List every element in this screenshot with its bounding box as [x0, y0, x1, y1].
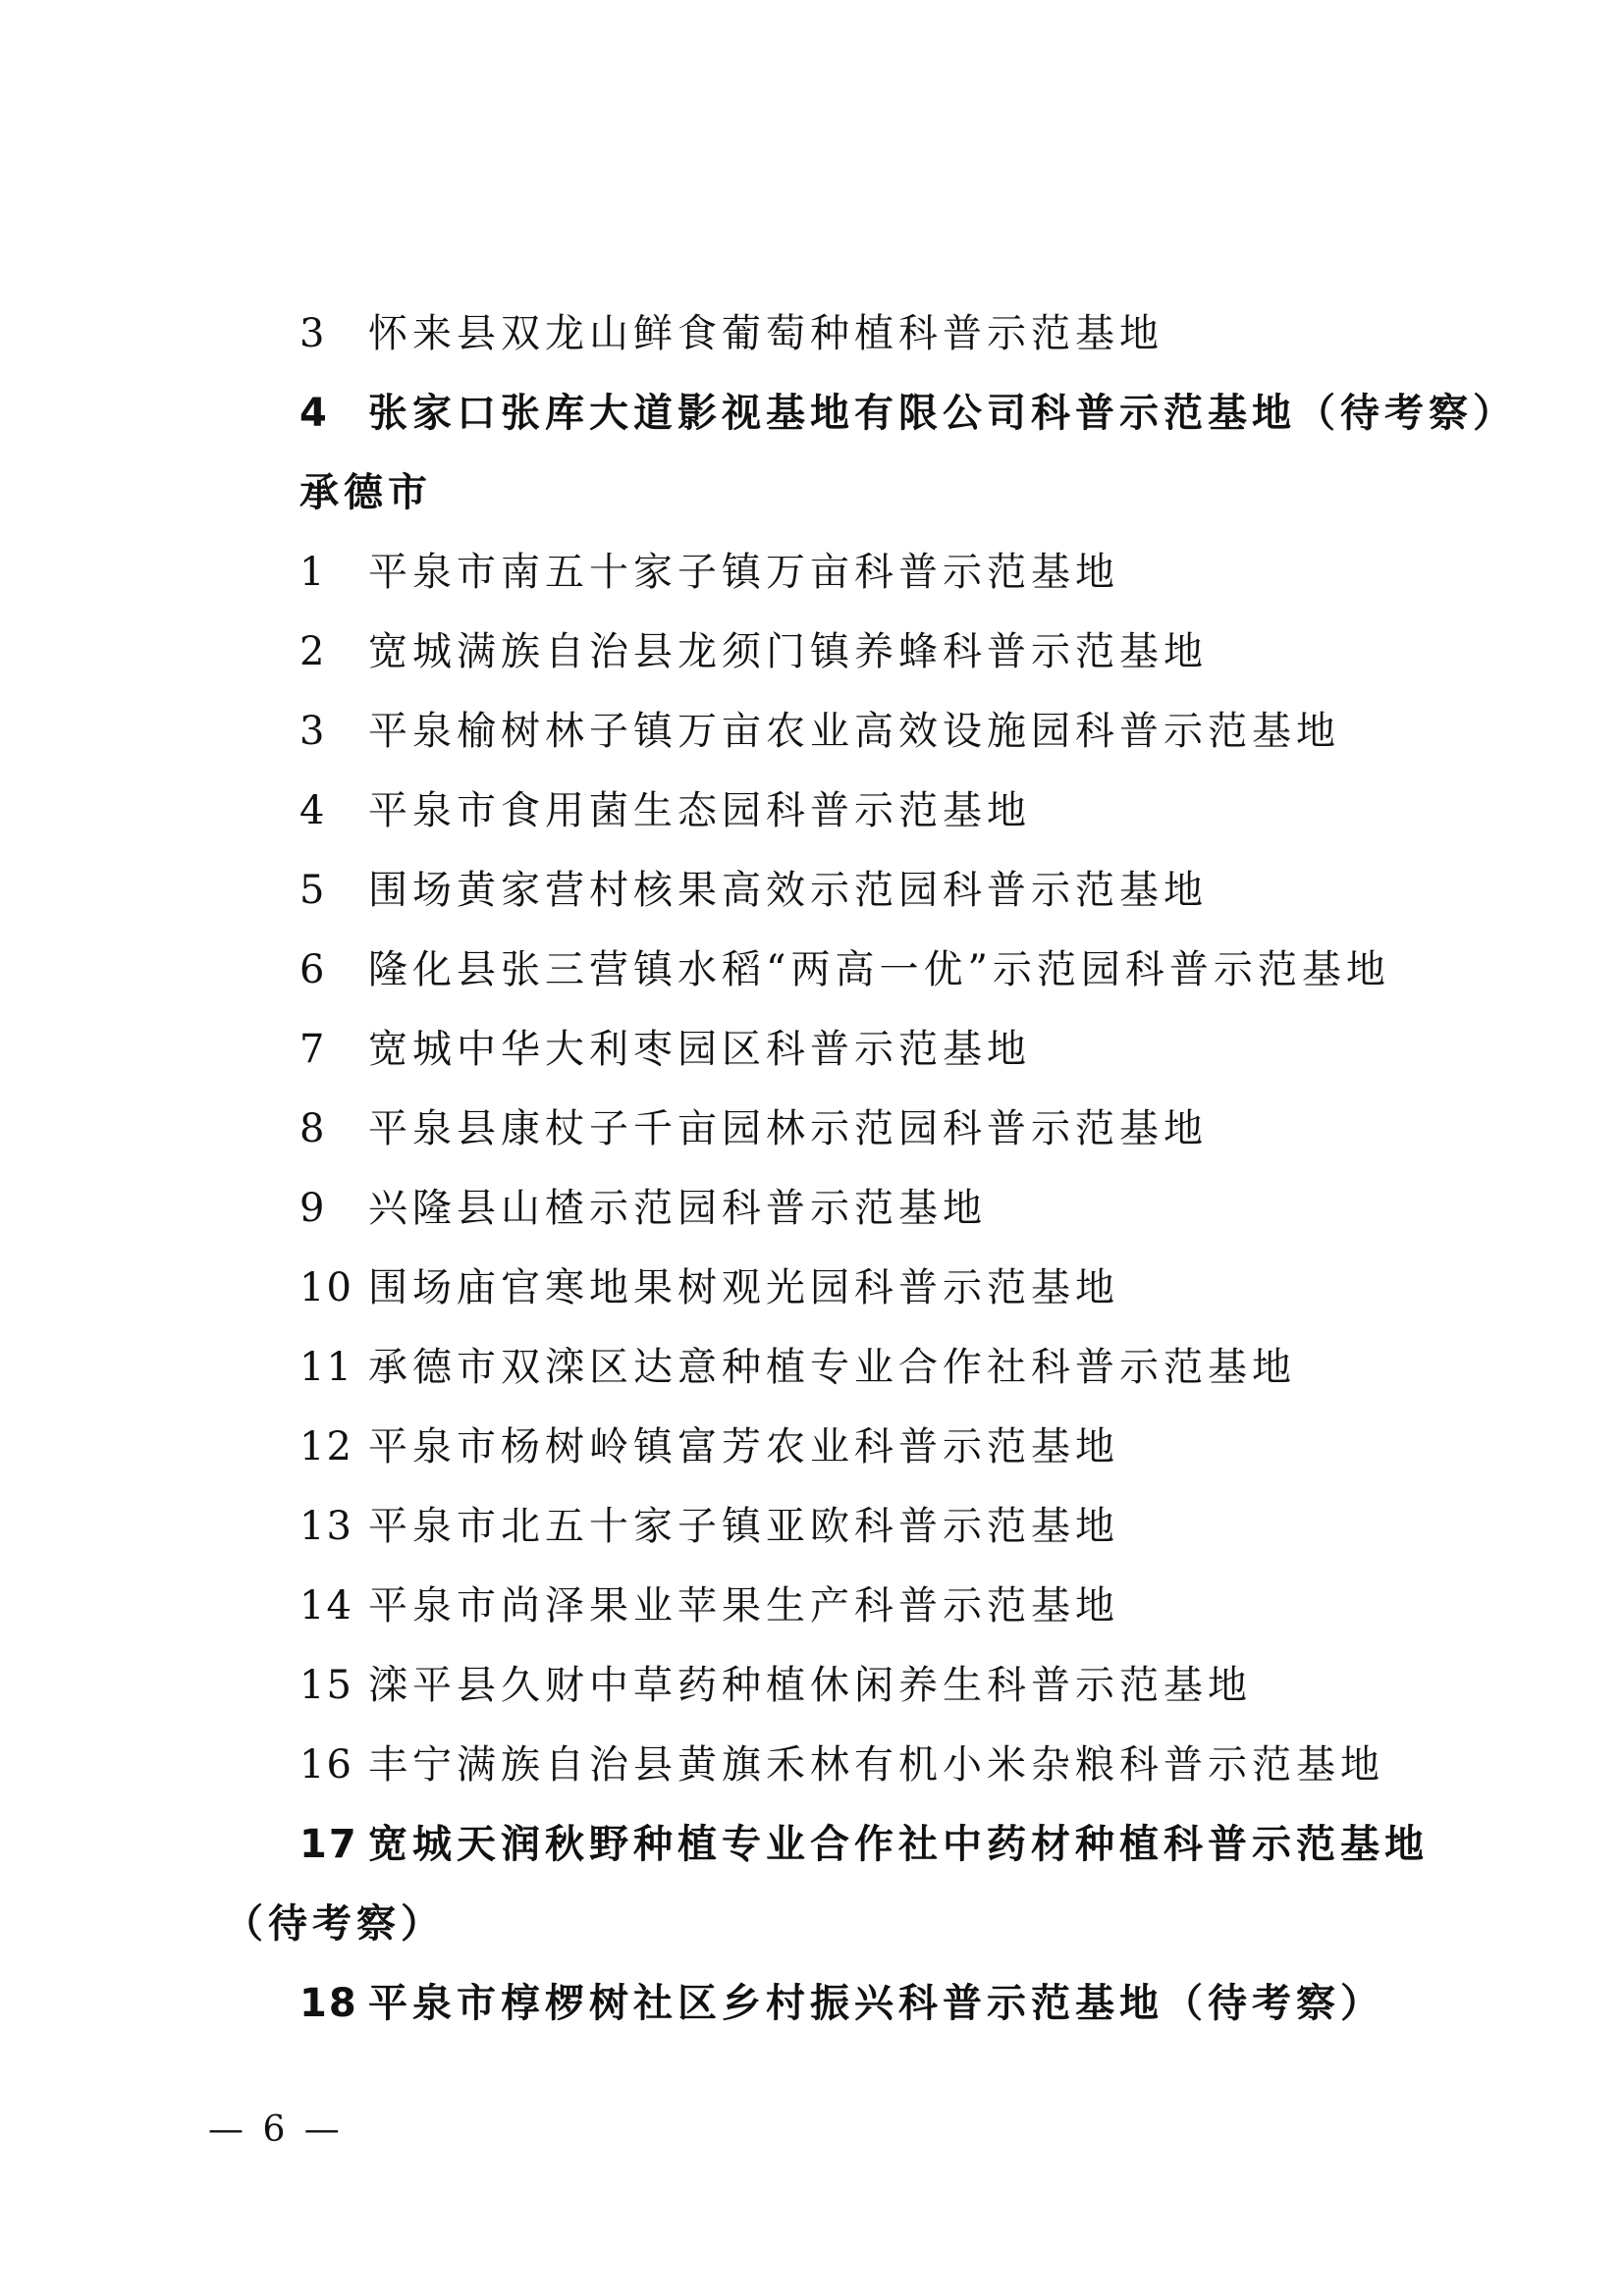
list-item: [299, 1964, 1384, 2043]
item-text: 围场庙官寒地果树观光园科普示范基地: [368, 1265, 1119, 1310]
list-item: [299, 1646, 1252, 1725]
item-number: 5: [299, 868, 327, 913]
list-item: [299, 1328, 1296, 1407]
list-item: [299, 931, 1390, 1009]
item-text: 怀来县双龙山鲜食葡萄种植科普示范基地: [368, 311, 1164, 356]
item-text: 宽城满族自治县龙须门镇养蜂科普示范基地: [368, 629, 1208, 674]
item-text: 平泉县康杖子千亩园林示范园科普示范基地: [368, 1106, 1208, 1151]
item-text: 平泉榆树林子镇万亩农业高效设施园科普示范基地: [368, 709, 1340, 754]
item-text: 平泉市食用菌生态园科普示范基地: [368, 788, 1031, 833]
item-number: 8: [299, 1106, 327, 1151]
item-text: 围场黄家营村核果高效示范园科普示范基地: [368, 868, 1208, 913]
item-number: 3: [299, 311, 327, 356]
item-number: 3: [299, 709, 327, 754]
list-item: [299, 1726, 1384, 1804]
item-text: 承德市双滦区达意种植专业合作社科普示范基地: [368, 1345, 1296, 1390]
item-number: 13: [299, 1504, 353, 1549]
list-item-continuation: （待考察）: [224, 1901, 445, 1947]
item-number: 7: [299, 1027, 327, 1072]
list-item: [299, 851, 1208, 930]
item-number: 1: [299, 550, 327, 595]
item-text: 平泉市北五十家子镇亚欧科普示范基地: [368, 1504, 1119, 1549]
item-number: 15: [299, 1663, 353, 1708]
item-text: 隆化县张三营镇水稻“两高一优”示范园科普示范基地: [368, 947, 1390, 992]
item-number: 14: [299, 1583, 353, 1629]
item-text: 平泉市尚泽果业苹果生产科普示范基地: [368, 1583, 1119, 1629]
list-item: [299, 1408, 1119, 1486]
list-item: [299, 613, 1208, 691]
item-number: 16: [299, 1742, 353, 1788]
item-number: 11: [299, 1345, 353, 1390]
list-item: [299, 1487, 1119, 1566]
item-text: 宽城天润秋野种植专业合作社中药材种植科普示范基地: [368, 1822, 1429, 1867]
list-item: [299, 1090, 1208, 1168]
item-text: 丰宁满族自治县黄旗禾林有机小米杂粮科普示范基地: [368, 1742, 1384, 1788]
item-text: 平泉市南五十家子镇万亩科普示范基地: [368, 550, 1119, 595]
item-text: 平泉市杨树岭镇富芳农业科普示范基地: [368, 1424, 1119, 1469]
item-number: 6: [299, 947, 327, 992]
list-item: [299, 533, 1119, 612]
item-number: 4: [299, 788, 327, 833]
item-text: 宽城中华大利枣园区科普示范基地: [368, 1027, 1031, 1072]
list-item: [299, 1249, 1119, 1327]
section-heading: 承德市: [299, 470, 432, 515]
list-item: [299, 1169, 987, 1248]
item-text: 滦平县久财中草药种植休闲养生科普示范基地: [368, 1663, 1252, 1708]
item-number: 18: [299, 1981, 358, 2026]
list-item: [299, 1805, 1429, 1884]
item-number: 12: [299, 1424, 353, 1469]
list-item: [299, 294, 1164, 373]
item-number: 10: [299, 1265, 353, 1310]
item-number: 9: [299, 1186, 327, 1231]
page-number: — 6 —: [208, 2109, 344, 2150]
item-text: 兴隆县山楂示范园科普示范基地: [368, 1186, 987, 1231]
item-text: 张家口张库大道影视基地有限公司科普示范基地（待考察）: [368, 391, 1517, 436]
item-number: 4: [299, 391, 329, 436]
list-item: [299, 772, 1031, 850]
list-item: [299, 374, 1517, 453]
item-number: 17: [299, 1822, 358, 1867]
list-item: [299, 692, 1340, 771]
item-number: 2: [299, 629, 327, 674]
item-text: 平泉市椁椤树社区乡村振兴科普示范基地（待考察）: [368, 1981, 1384, 2026]
list-item: [299, 1010, 1031, 1089]
list-item: [299, 1567, 1119, 1645]
